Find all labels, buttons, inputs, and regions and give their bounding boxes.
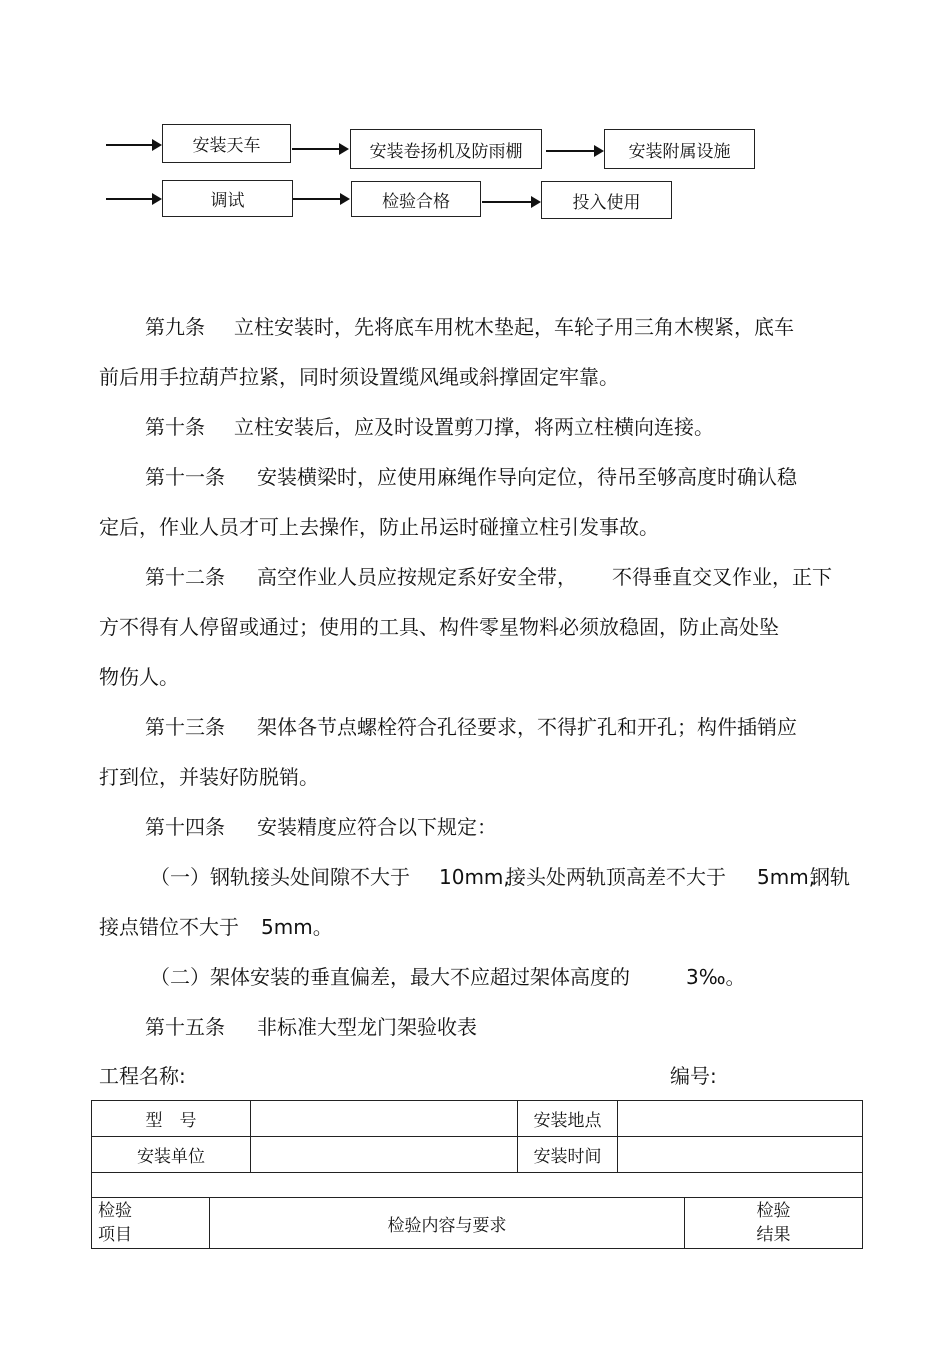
article-11-line1: 安装横梁时，应使用麻绳作导向定位，待吊至够高度时确认稳: [257, 465, 797, 489]
inspection-result-header-l2: 结果: [756, 1225, 791, 1245]
article-12-line1a: 高空作业人员应按规定系好安全带，: [257, 565, 577, 589]
article-10-line1: 立柱安装后，应及时设置剪刀撑，将两立柱横向连接。: [234, 415, 714, 439]
location-label: 安装地点: [518, 1101, 618, 1137]
article-9-line2: 前后用手拉葫芦拉紧，同时须设置缆风绳或斜撑固定牢靠。: [99, 365, 619, 389]
article-10-number: 第十条: [145, 415, 205, 439]
inspection-content-header: 检验内容与要求: [210, 1198, 685, 1249]
flow-step-install-winch: 安装卷扬机及防雨棚: [350, 129, 542, 169]
item-1-text-f: 接点错位不大于: [99, 915, 239, 939]
article-13-line2: 打到位，并装好防脱销。: [99, 765, 319, 789]
inspection-item-header-l1: 检验: [98, 1201, 132, 1221]
item-1-value-gap: 10mm,: [439, 865, 510, 889]
flow-step-inspection-passed: 检验合格: [351, 181, 481, 217]
table-header-row: [92, 1198, 863, 1249]
article-12-line1b: 不得垂直交叉作业，正下: [612, 565, 832, 589]
flow-arrow: [482, 201, 539, 203]
inspection-result-header-l1: 检验: [756, 1201, 791, 1221]
article-9-line1: 立柱安装时，先将底车用枕木垫起，车轮子用三角木楔紧，底车: [234, 315, 794, 339]
location-value[interactable]: [618, 1101, 863, 1137]
flow-arrow: [292, 148, 347, 150]
flow-step-install-crane: 安装天车: [162, 124, 291, 163]
blank-cell: [92, 1173, 863, 1198]
table-row: [92, 1101, 863, 1137]
flow-step-put-into-use: 投入使用: [541, 181, 672, 219]
install-time-value[interactable]: [618, 1137, 863, 1173]
model-label: 型 号: [92, 1101, 251, 1137]
article-13-number: 第十三条: [145, 715, 225, 739]
article-11-number: 第十一条: [145, 465, 225, 489]
article-14-line1: 安装精度应符合以下规定：: [257, 815, 497, 839]
item-2-text: （二）架体安装的垂直偏差，最大不应超过架体高度的: [150, 965, 630, 989]
article-15-number: 第十五条: [145, 1015, 225, 1039]
flow-arrow: [293, 198, 348, 200]
article-12-line3: 物伤人。: [99, 665, 179, 689]
install-unit-label: 安装单位: [92, 1137, 251, 1173]
inspection-item-header-l2: 项目: [98, 1225, 132, 1245]
inspection-result-header: [685, 1198, 863, 1249]
table-row: [92, 1173, 863, 1198]
article-12-line2: 方不得有人停留或通过；使用的工具、构件零星物料必须放稳固，防止高处坠: [99, 615, 779, 639]
acceptance-table: [91, 1100, 863, 1249]
flow-arrow: [106, 144, 160, 146]
project-name-label: 工程名称:: [99, 1064, 186, 1088]
number-label: 编号:: [670, 1064, 717, 1088]
flow-arrow: [106, 198, 160, 200]
article-11-line2: 定后，作业人员才可上去操作，防止吊运时碰撞立柱引发事故。: [99, 515, 659, 539]
article-14-number: 第十四条: [145, 815, 225, 839]
flow-step-install-accessories: 安装附属设施: [604, 129, 755, 169]
item-1-text-e: 钢轨: [810, 865, 850, 889]
item-1-text-a: （一）钢轨接头处间隙不大于: [150, 865, 410, 889]
flow-step-debug: 调试: [162, 180, 293, 217]
install-time-label: 安装时间: [518, 1137, 618, 1173]
table-row: [92, 1137, 863, 1173]
model-value[interactable]: [251, 1101, 518, 1137]
article-9-number: 第九条: [145, 315, 205, 339]
item-1-text-c: 接头处两轨顶高差不大于: [506, 865, 726, 889]
install-unit-value[interactable]: [251, 1137, 518, 1173]
article-15-title: 非标准大型龙门架验收表: [257, 1015, 477, 1039]
item-2-value: 3‰。: [686, 965, 746, 989]
item-1-value-offset: 5mm。: [261, 915, 333, 939]
item-1-value-height: 5mm,: [757, 865, 816, 889]
article-13-line1: 架体各节点螺栓符合孔径要求，不得扩孔和开孔；构件插销应: [257, 715, 797, 739]
inspection-item-header: [92, 1198, 210, 1249]
article-12-number: 第十二条: [145, 565, 225, 589]
flow-arrow: [546, 150, 602, 152]
